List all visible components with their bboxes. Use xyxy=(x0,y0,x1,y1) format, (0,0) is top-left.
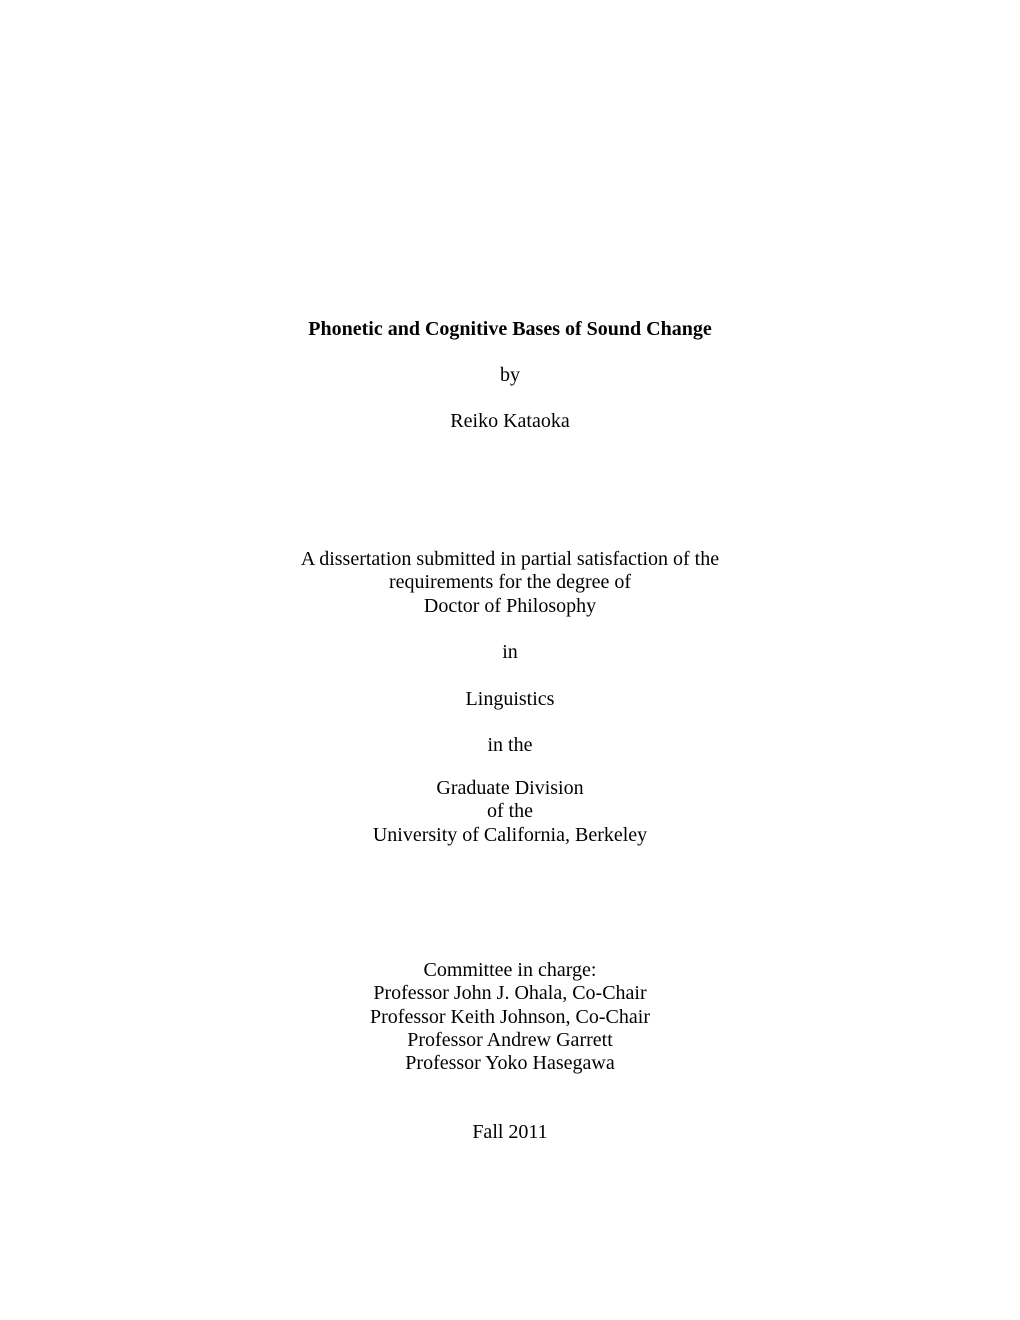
byline: by xyxy=(500,364,520,386)
institution-line-3: University of California, Berkeley xyxy=(372,823,648,846)
dissertation-title: Phonetic and Cognitive Bases of Sound Change xyxy=(308,318,712,340)
submission-statement xyxy=(0,548,1020,618)
submission-line-2: requirements for the degree of xyxy=(388,571,632,594)
institution-line-1: Graduate Division xyxy=(436,777,584,799)
committee-heading: Committee in charge: xyxy=(423,959,597,981)
in-the-word: in the xyxy=(487,734,533,756)
committee-member: Professor Yoko Hasegawa xyxy=(405,1052,615,1075)
institution-statement xyxy=(0,777,1020,847)
field-of-study: Linguistics xyxy=(465,688,555,710)
committee-member: Professor Keith Johnson, Co-Chair xyxy=(370,1005,650,1028)
institution-line-2: of the xyxy=(486,800,534,823)
in-word: in xyxy=(502,641,518,663)
committee-member: Professor Andrew Garrett xyxy=(407,1028,613,1051)
author-name: Reiko Kataoka xyxy=(450,410,570,432)
committee-block xyxy=(0,959,1020,1075)
term-date: Fall 2011 xyxy=(472,1121,548,1143)
committee-member: Professor John J. Ohala, Co-Chair xyxy=(373,982,647,1005)
submission-line-3: Doctor of Philosophy xyxy=(423,594,597,617)
submission-line-1: A dissertation submitted in partial satisfaction of the xyxy=(300,548,720,570)
